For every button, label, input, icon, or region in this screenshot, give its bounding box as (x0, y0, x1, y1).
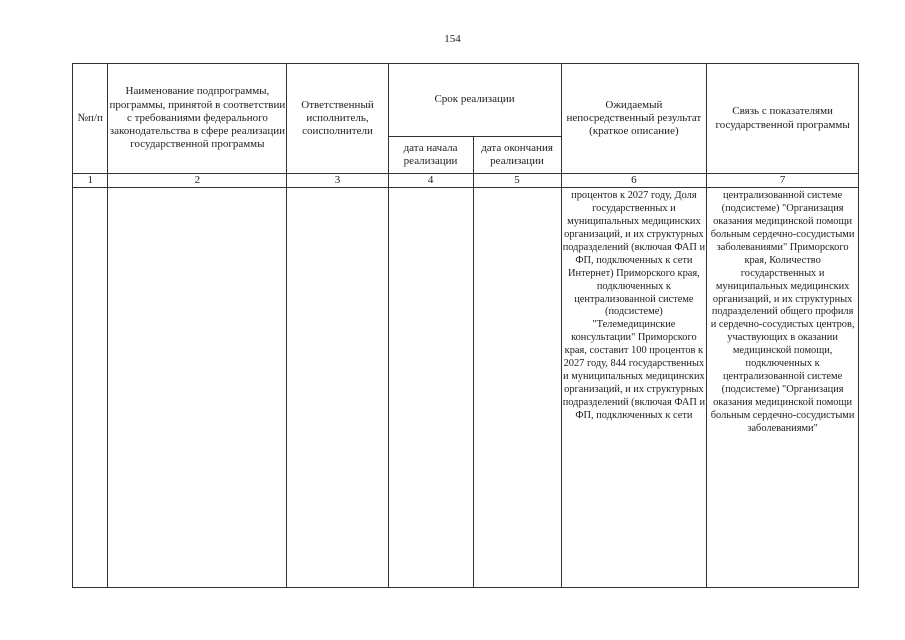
cell-expected-result (561, 188, 707, 588)
column-number: 2 (108, 174, 287, 188)
column-number: 6 (561, 174, 707, 188)
column-number: 1 (73, 174, 108, 188)
header-end-date: дата окончания реализации (473, 137, 561, 174)
header-number: №п/п (73, 64, 108, 174)
header-expected-result: Ожидаемый непосредственный результат (краткое описание) (561, 64, 707, 174)
cell-responsible (287, 188, 388, 588)
header-indicators-link: Связь с показателями государственной программы (707, 64, 859, 174)
header-responsible: Ответственный исполнитель, соисполнители (287, 64, 388, 174)
cell-subprogram-name (108, 188, 287, 588)
cell-end-date (473, 188, 561, 588)
header-start-date: дата начала реализации (388, 137, 473, 174)
table-row (73, 188, 859, 588)
indicators-link-text: централизованной системе (подсистеме) "Организация оказания медицинской помощи больным сердечно-сосудистыми заболеваниями" Приморского края, Количество государственных и муниципальных медицинских организаций, и их структурных подразделений общего профиля и сердечно-сосудистых центров, участвующих в оказании медицинской помощи, подключенных к централизованной системе (подсистеме) "Организация оказания медицинской помощи больным сердечно-сосудистыми заболеваниями" (710, 190, 855, 434)
column-number: 3 (287, 174, 388, 188)
expected-result-text: процентов к 2027 году, Доля государственных и муниципальных медицинских организаций, и их структурных подразделений (включая ФАП и ФП, подключенных к сети Интернет) Приморского края, подключенных к централизованной системе (подсистеме) "Телемедицинские консультации" Приморского края, составит 100 процентов к 2027 году, 844 государственных и муниципальных медицинских организаций, и их структурных подразделений (включая ФАП и ФП, подключенных к сети (562, 190, 706, 421)
header-subprogram-name: Наименование подпрограммы, программы, принятой в соответствии с требованиями федерального законодательства в сфере реализации государственной программы (108, 64, 287, 174)
header-period: Срок реализации (388, 64, 561, 137)
page-number: 154 (444, 33, 461, 45)
cell-start-date (388, 188, 473, 588)
column-number: 4 (388, 174, 473, 188)
program-table (72, 63, 859, 588)
column-number: 7 (707, 174, 859, 188)
column-number: 5 (473, 174, 561, 188)
cell-indicators-link (707, 188, 859, 588)
column-number-row (73, 174, 859, 188)
cell-number (73, 188, 108, 588)
